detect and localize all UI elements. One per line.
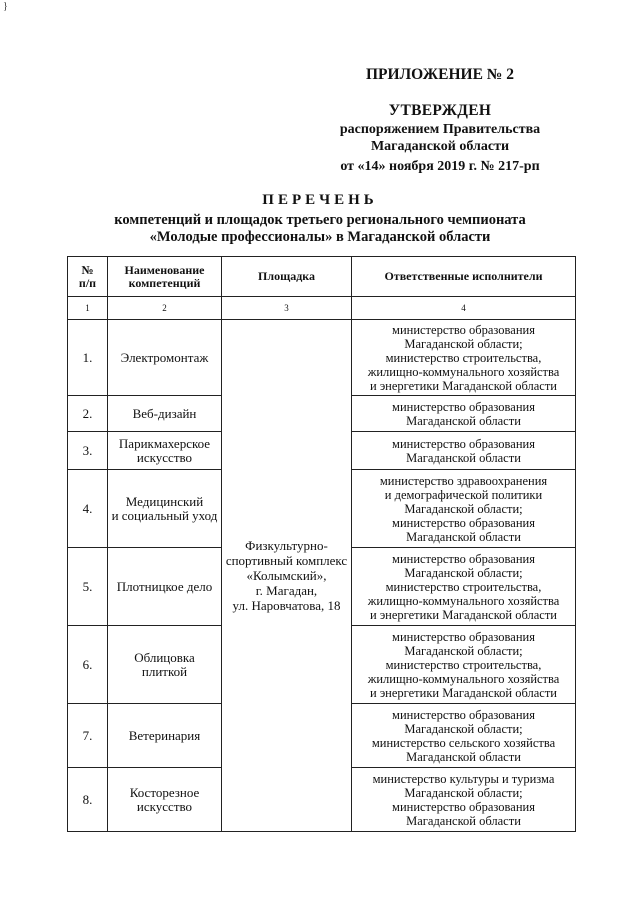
performer-line: министерство образования xyxy=(392,515,535,530)
column-number: 2 xyxy=(108,297,222,320)
subtitle-line: компетенций и площадок третьего регионального чемпионата xyxy=(114,212,526,228)
competence-cell xyxy=(108,470,222,548)
competence-line: Медицинский xyxy=(125,493,204,509)
venue-line: спортивный комплекс xyxy=(225,553,348,568)
competence-cell xyxy=(108,548,222,626)
competence-cell xyxy=(108,320,222,396)
performers-cell xyxy=(352,396,576,432)
table-header-row xyxy=(68,257,576,297)
venue-line: Физкультурно- xyxy=(245,538,328,553)
performer-line: министерство образования xyxy=(392,799,535,814)
header-venue: Площадка xyxy=(222,257,352,297)
decree-line: распоряжением Правительства xyxy=(339,122,541,137)
column-number: 4 xyxy=(352,297,576,320)
performer-line: Магаданской области; xyxy=(404,785,523,800)
venue-line: «Колымский», xyxy=(246,568,327,583)
column-number: 1 xyxy=(68,297,108,320)
performer-line: министерство образования xyxy=(392,707,535,722)
row-number: 6. xyxy=(68,626,108,704)
performer-line: Магаданской области xyxy=(406,749,521,764)
performer-line: Магаданской области xyxy=(406,413,521,428)
performer-line: министерство образования xyxy=(392,399,535,414)
performers-cell xyxy=(352,626,576,704)
header-num xyxy=(68,257,108,297)
performer-line: министерство образования xyxy=(392,322,535,337)
row-number: 3. xyxy=(68,432,108,470)
competence-line: искусство xyxy=(136,798,193,814)
competence-line: и социальный уход xyxy=(111,507,218,523)
performer-line: министерство строительства, xyxy=(385,350,542,365)
subtitle-line: «Молодые профессионалы» в Магаданской области xyxy=(149,229,491,245)
header-line: № xyxy=(81,262,94,277)
performer-line: Магаданской области; xyxy=(404,336,523,351)
decree-text xyxy=(320,121,560,155)
header-competence xyxy=(108,257,222,297)
header-line: компетенций xyxy=(128,275,201,290)
performer-line: Магаданской области; xyxy=(404,501,523,516)
performer-line: министерство образования xyxy=(392,629,535,644)
row-number: 2. xyxy=(68,396,108,432)
competence-line: искусство xyxy=(136,449,193,465)
performers-cell xyxy=(352,320,576,396)
performers-cell xyxy=(352,768,576,832)
performer-line: жилищно-коммунального хозяйства xyxy=(367,593,560,608)
row-number: 7. xyxy=(68,704,108,768)
performers-cell xyxy=(352,548,576,626)
column-number-row xyxy=(68,297,576,320)
header-line: Наименование xyxy=(124,262,205,277)
competence-cell xyxy=(108,626,222,704)
performer-line: Магаданской области; xyxy=(404,643,523,658)
venue-cell xyxy=(222,320,352,832)
decree-date: от «14» ноября 2019 г. № 217-рп xyxy=(340,159,540,174)
scan-mark: } xyxy=(3,1,8,12)
header-performers: Ответственные исполнители xyxy=(352,257,576,297)
performer-line: министерство культуры и туризма xyxy=(372,771,555,786)
performer-line: Магаданской области; xyxy=(404,565,523,580)
performer-line: Магаданской области xyxy=(406,450,521,465)
header-line: п/п xyxy=(78,275,97,290)
competence-line: Косторезное xyxy=(129,784,200,800)
appendix-label: ПРИЛОЖЕНИЕ № 2 xyxy=(366,66,514,83)
performer-line: жилищно-коммунального хозяйства xyxy=(367,364,560,379)
performer-line: Магаданской области xyxy=(406,813,521,828)
performer-line: министерство образования xyxy=(392,551,535,566)
performer-line: министерство сельского хозяйства xyxy=(371,735,556,750)
performer-line: жилищно-коммунального хозяйства xyxy=(367,671,560,686)
list-title: ПЕРЕЧЕНЬ xyxy=(262,192,378,208)
row-number: 5. xyxy=(68,548,108,626)
competence-line: Ветеринария xyxy=(128,727,201,743)
competence-cell xyxy=(108,704,222,768)
performer-line: Магаданской области xyxy=(406,529,521,544)
row-number: 4. xyxy=(68,470,108,548)
competence-line: Плотницкое дело xyxy=(116,578,213,594)
performer-line: министерство строительства, xyxy=(385,579,542,594)
competence-cell xyxy=(108,396,222,432)
performer-line: Магаданской области; xyxy=(404,721,523,736)
performer-line: министерство строительства, xyxy=(385,657,542,672)
performers-cell xyxy=(352,470,576,548)
venue-line: ул. Наровчатова, 18 xyxy=(232,598,341,613)
row-number: 8. xyxy=(68,768,108,832)
competence-line: Электромонтаж xyxy=(120,349,209,365)
competence-line: Облицовка плиткой xyxy=(134,649,195,679)
list-subtitle xyxy=(80,212,560,246)
performer-line: министерство здравоохранения xyxy=(379,473,548,488)
performer-line: и энергетики Магаданской области xyxy=(370,607,557,622)
column-number: 3 xyxy=(222,297,352,320)
competence-table xyxy=(67,256,576,832)
venue-line: г. Магадан, xyxy=(255,583,318,598)
table-row xyxy=(68,320,576,396)
performer-line: и энергетики Магаданской области xyxy=(370,685,557,700)
row-number: 1. xyxy=(68,320,108,396)
approved-label: УТВЕРЖДЕН xyxy=(388,102,492,119)
performers-cell xyxy=(352,704,576,768)
performers-cell xyxy=(352,432,576,470)
competence-line: Парикмахерское xyxy=(118,435,211,451)
competence-cell xyxy=(108,768,222,832)
competence-cell xyxy=(108,432,222,470)
performer-line: и энергетики Магаданской области xyxy=(370,378,557,393)
competence-line: Веб-дизайн xyxy=(132,405,197,421)
decree-line: Магаданской области xyxy=(370,139,510,154)
performer-line: и демографической политики xyxy=(384,487,543,502)
performer-line: министерство образования xyxy=(392,436,535,451)
